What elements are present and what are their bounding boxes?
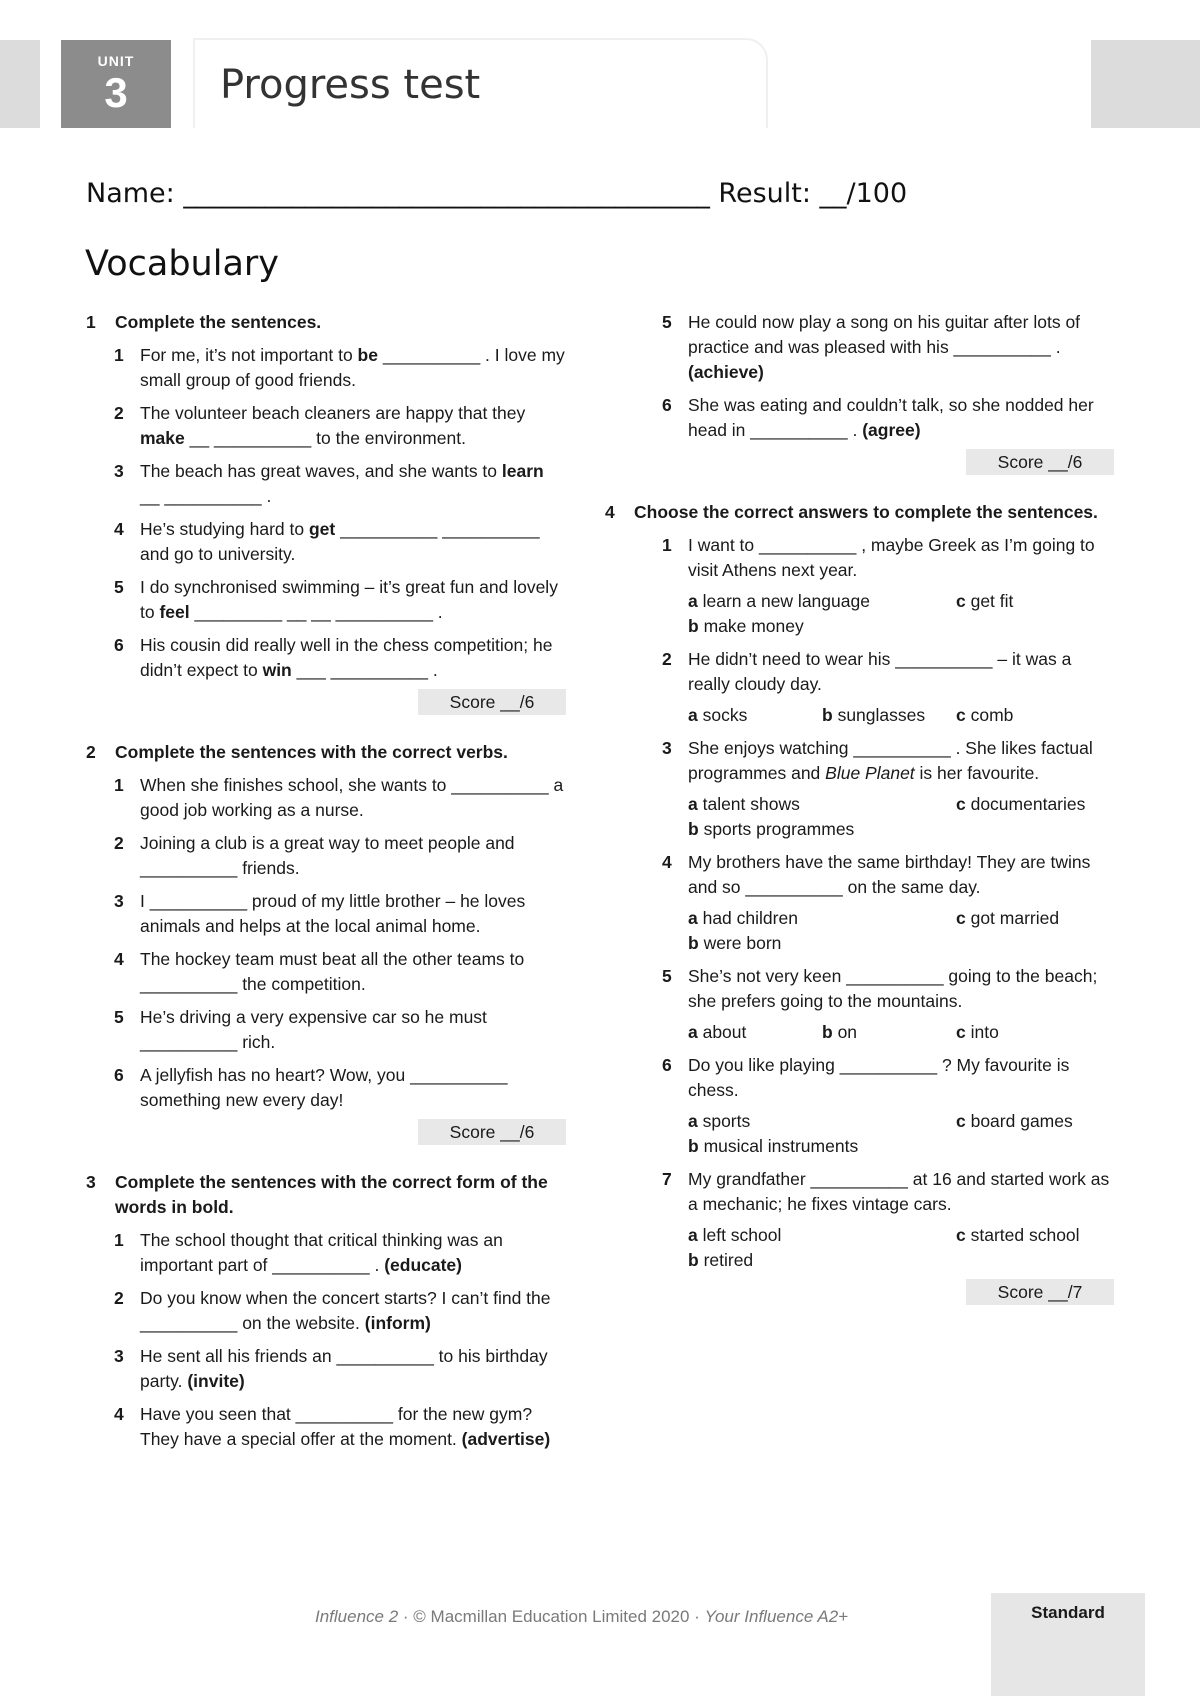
question-item xyxy=(86,575,566,625)
exercise-instruction: Complete the sentences with the correct verbs. xyxy=(115,742,508,762)
question-text: Joining a club is a great way to meet people and __________ friends. xyxy=(140,833,515,878)
unit-number: 3 xyxy=(104,69,128,116)
question-item xyxy=(634,736,1114,786)
question-text: My brothers have the same birthday! They are twins and so __________ on the same day. xyxy=(688,852,1091,897)
options-row xyxy=(688,817,1114,842)
exercise-heading xyxy=(86,740,566,765)
question-number: 5 xyxy=(114,1007,124,1027)
answer-option-a[interactable]: a had children xyxy=(688,908,798,928)
question-number: 1 xyxy=(114,1230,124,1250)
options-row xyxy=(688,1109,1114,1134)
answer-option-a[interactable]: a sports xyxy=(688,1111,751,1131)
footer-edition: Your Influence A2+ xyxy=(704,1607,849,1626)
question-text: Do you know when the concert starts? I can’t find the __________ on the website. (inform) xyxy=(140,1288,551,1333)
question-item xyxy=(634,647,1114,697)
options-row xyxy=(688,1248,1114,1273)
question-number: 4 xyxy=(662,852,672,872)
options-row xyxy=(688,703,1114,728)
footer-book: Influence 2 xyxy=(315,1607,399,1626)
question-item xyxy=(86,343,566,393)
question-text: When she finishes school, she wants to __________ a good job working as a nurse. xyxy=(140,775,564,820)
question-number: 2 xyxy=(662,649,672,669)
question-text: The beach has great waves, and she wants to learn __ __________ . xyxy=(140,461,544,506)
score-row xyxy=(86,1119,566,1145)
options-row xyxy=(688,589,1114,614)
exercise-instruction: Complete the sentences with the correct form of the words in bold. xyxy=(115,1172,548,1217)
question-number: 2 xyxy=(114,403,124,423)
question-item xyxy=(86,633,566,683)
answer-options xyxy=(634,1223,1114,1273)
exercise-heading xyxy=(86,1170,566,1220)
question-item xyxy=(86,1005,566,1055)
exercise-1 xyxy=(86,310,566,715)
question-item xyxy=(634,850,1114,900)
question-item xyxy=(86,1063,566,1113)
answer-option-c[interactable]: c board games xyxy=(956,1111,1073,1131)
question-number: 3 xyxy=(662,738,672,758)
options-row xyxy=(688,1134,1114,1159)
exercise-heading xyxy=(86,310,566,335)
answer-option-b[interactable]: b musical instruments xyxy=(688,1136,859,1156)
question-number: 1 xyxy=(114,345,124,365)
answer-option-b[interactable]: b sports programmes xyxy=(688,819,855,839)
unit-badge xyxy=(61,40,171,128)
question-number: 4 xyxy=(114,519,124,539)
answer-option-a[interactable]: a talent shows xyxy=(688,794,800,814)
question-text: A jellyfish has no heart? Wow, you __________ something new every day! xyxy=(140,1065,508,1110)
question-number: 2 xyxy=(114,1288,124,1308)
answer-options xyxy=(634,906,1114,956)
question-text: He’s driving a very expensive car so he must __________ rich. xyxy=(140,1007,487,1052)
question-item xyxy=(634,1167,1114,1217)
exercise-number: 4 xyxy=(605,502,615,522)
answer-option-b[interactable]: b were born xyxy=(688,933,782,953)
answer-option-c[interactable]: c get fit xyxy=(956,591,1014,611)
question-item xyxy=(634,533,1114,583)
question-number: 6 xyxy=(114,635,124,655)
question-text: His cousin did really well in the chess competition; he didn’t expect to win ___ __________ . xyxy=(140,635,553,680)
right-column xyxy=(605,310,1114,1330)
question-text: Have you seen that __________ for the new gym? They have a special offer at the moment. (advertise) xyxy=(140,1404,551,1449)
question-item xyxy=(634,1053,1114,1103)
score-box: Score __/6 xyxy=(966,449,1114,475)
question-text: For me, it’s not important to be __________ . I love my small group of good friends. xyxy=(140,345,565,390)
question-number: 6 xyxy=(662,1055,672,1075)
score-box: Score __/6 xyxy=(418,1119,566,1145)
question-text: The volunteer beach cleaners are happy that they make __ __________ to the environment. xyxy=(140,403,526,448)
title-box xyxy=(193,38,768,128)
unit-label: UNIT xyxy=(97,53,135,69)
score-row xyxy=(86,689,566,715)
question-number: 6 xyxy=(662,395,672,415)
question-text: He could now play a song on his guitar after lots of practice and was pleased with his __________ . (achieve) xyxy=(688,312,1081,382)
question-item xyxy=(634,310,1114,385)
answer-option-a[interactable]: a left school xyxy=(688,1225,782,1245)
question-text: My grandfather __________ at 16 and started work as a mechanic; he fixes vintage cars. xyxy=(688,1169,1110,1214)
question-item xyxy=(86,459,566,509)
question-number: 2 xyxy=(114,833,124,853)
answer-option-b[interactable]: b sunglasses xyxy=(822,705,926,725)
exercise-4 xyxy=(605,500,1114,1305)
question-text: She enjoys watching __________ . She likes factual programmes and Blue Planet is her favourite. xyxy=(688,738,1093,783)
question-number: 5 xyxy=(114,577,124,597)
exercise-number: 1 xyxy=(86,312,96,332)
answer-option-a[interactable]: a about xyxy=(688,1022,747,1042)
question-text: I want to __________ , maybe Greek as I’m going to visit Athens next year. xyxy=(688,535,1095,580)
question-item xyxy=(86,889,566,939)
question-number: 6 xyxy=(114,1065,124,1085)
exercise-2 xyxy=(86,740,566,1145)
left-grey-tab xyxy=(0,40,40,128)
score-box: Score __/6 xyxy=(418,689,566,715)
left-column xyxy=(86,310,566,1477)
options-row xyxy=(688,614,1114,639)
question-item xyxy=(634,393,1114,443)
level-badge-label: Standard xyxy=(1031,1603,1105,1622)
question-text: He sent all his friends an __________ to his birthday party. (invite) xyxy=(140,1346,548,1391)
exercise-heading xyxy=(605,500,1114,525)
question-text: She was eating and couldn’t talk, so she nodded her head in __________ . (agree) xyxy=(688,395,1094,440)
question-number: 4 xyxy=(114,1404,124,1424)
footer-copyright xyxy=(315,1607,848,1627)
answer-option-a[interactable]: a socks xyxy=(688,705,748,725)
question-text: He’s studying hard to get __________ __________ and go to university. xyxy=(140,519,540,564)
answer-option-b[interactable]: b make money xyxy=(688,616,804,636)
answer-options xyxy=(634,1109,1114,1159)
answer-option-c[interactable]: c comb xyxy=(956,705,1014,725)
exercise-number: 3 xyxy=(86,1172,96,1192)
options-row xyxy=(688,1020,1114,1045)
question-item xyxy=(634,964,1114,1014)
answer-options xyxy=(634,792,1114,842)
score-row xyxy=(634,449,1114,475)
question-text: The hockey team must beat all the other teams to __________ the competition. xyxy=(140,949,525,994)
answer-option-b[interactable]: b retired xyxy=(688,1250,754,1270)
name-result-line: Name: _______________________________________ Result: __/100 xyxy=(86,178,908,209)
question-item xyxy=(86,1286,566,1336)
footer-copyright-text: · © Macmillan Education Limited 2020 · xyxy=(398,1607,705,1626)
question-number: 4 xyxy=(114,949,124,969)
exercise-3 xyxy=(86,1170,566,1452)
answer-option-c[interactable]: c documentaries xyxy=(956,794,1086,814)
options-row xyxy=(688,792,1114,817)
answer-option-a[interactable]: a learn a new language xyxy=(688,591,870,611)
options-row xyxy=(688,931,1114,956)
question-number: 3 xyxy=(114,891,124,911)
section-title: Vocabulary xyxy=(85,244,280,284)
answer-option-c[interactable]: c started school xyxy=(956,1225,1080,1245)
question-text: The school thought that critical thinking was an important part of __________ . (educate) xyxy=(140,1230,503,1275)
question-item xyxy=(86,401,566,451)
answer-options xyxy=(634,1020,1114,1045)
question-item xyxy=(86,1228,566,1278)
question-text: I do synchronised swimming – it’s great fun and lovely to feel _________ __ __ __________ . xyxy=(140,577,558,622)
question-text: I __________ proud of my little brother – he loves animals and helps at the local animal home. xyxy=(140,891,526,936)
question-item xyxy=(86,1402,566,1452)
question-item xyxy=(86,1344,566,1394)
right-grey-tab xyxy=(1091,40,1200,128)
answer-option-c[interactable]: c into xyxy=(956,1022,999,1042)
answer-options xyxy=(634,703,1114,728)
question-number: 5 xyxy=(662,312,672,332)
question-text: She’s not very keen __________ going to the beach; she prefers going to the mountains. xyxy=(688,966,1098,1011)
question-text: Do you like playing __________ ? My favourite is chess. xyxy=(688,1055,1070,1100)
score-row xyxy=(634,1279,1114,1305)
exercise-number: 2 xyxy=(86,742,96,762)
exercise-instruction: Choose the correct answers to complete the sentences. xyxy=(634,502,1098,522)
level-badge xyxy=(991,1593,1145,1696)
score-box: Score __/7 xyxy=(966,1279,1114,1305)
question-number: 3 xyxy=(114,461,124,481)
exercise-3 xyxy=(634,310,1114,475)
options-row xyxy=(688,906,1114,931)
question-item xyxy=(86,773,566,823)
answer-options xyxy=(634,589,1114,639)
answer-option-c[interactable]: c got married xyxy=(956,908,1060,928)
question-number: 5 xyxy=(662,966,672,986)
answer-option-b[interactable]: b on xyxy=(822,1022,858,1042)
question-item xyxy=(86,831,566,881)
page-title: Progress test xyxy=(220,62,481,108)
exercise-instruction: Complete the sentences. xyxy=(115,312,322,332)
question-text: He didn’t need to wear his __________ – it was a really cloudy day. xyxy=(688,649,1072,694)
exercise-4-items xyxy=(634,533,1114,1305)
question-number: 1 xyxy=(662,535,672,555)
options-row xyxy=(688,1223,1114,1248)
question-number: 1 xyxy=(114,775,124,795)
question-item xyxy=(86,947,566,997)
question-number: 3 xyxy=(114,1346,124,1366)
question-item xyxy=(86,517,566,567)
question-number: 7 xyxy=(662,1169,672,1189)
